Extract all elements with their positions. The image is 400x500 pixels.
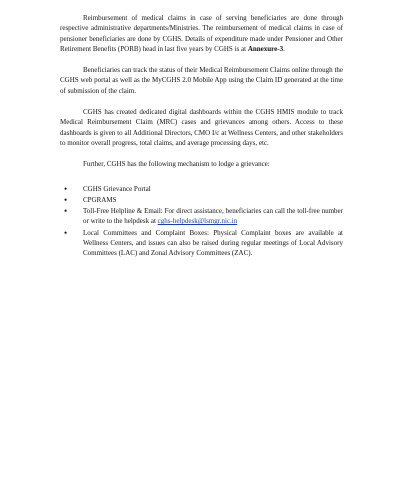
grievance-intro: Further, CGHS has the following mechanism to lodge a grievance: [83,160,270,169]
annexure-reference: Annexure-3 [247,44,284,53]
list-item-text: Local Committees and Complaint Boxes: Physical Complaint boxes are available at Wellness Centers, and issues can also be raised during regular meetings of Local Advisory Committees (LAC) and Zonal Advisory Committees (ZAC). [83,228,343,258]
grievance-mechanism-list [60,184,343,259]
list-item-cpgrams [60,195,343,205]
paragraph-dashboards [60,107,343,148]
paragraph-tracking-text: Beneficiaries can track the status of their Medical Reimbursement Claims online through the CGHS web portal as well as the MyCGHS 2.0 Mobile App using the Claim ID generated at the time of submission of the claim. [60,66,343,95]
list-item-helpline [60,206,343,227]
paragraph-tracking [60,65,343,96]
paragraph-reimbursement [60,13,343,54]
list-item-text: Toll-Free Helpline & Email: For direct assistance, beneficiaries can call the toll-free number or write to the helpdesk at [83,207,343,226]
helpdesk-email-link[interactable]: cghs-helpdesk@lsmgr.nic.in [157,217,238,226]
list-item-text: CGHS Grievance Portal [83,184,151,193]
paragraph-reimbursement-text: Reimbursement of medical claims in case of serving beneficiaries are done through respective administrative departments/Ministries. The reimbursement of medical claims in case of pensioner beneficiaries are done by CGHS. Details of expenditure made under Pensioner and Other Retirement Benefits (PORB) head in last five years by CGHS is at [60,14,343,53]
list-item-text: CPGRAMS [83,195,117,204]
paragraph-reimbursement-end: . [283,44,285,53]
list-item-local-committees [60,228,343,259]
paragraph-dashboards-text: CGHS has created dedicated digital dashboards within the CGHS HMIS module to track Medical Reimbursement Claim (MRC) cases and grievances among others. Access to these dashboards is given to all Additional Directors, CMO I/c at Wellness Centers, and other stakeholders to monitor overall progress, total claims, and average processing days, etc. [60,108,343,147]
list-item-grievance-portal [60,184,343,194]
document-page [60,13,343,260]
